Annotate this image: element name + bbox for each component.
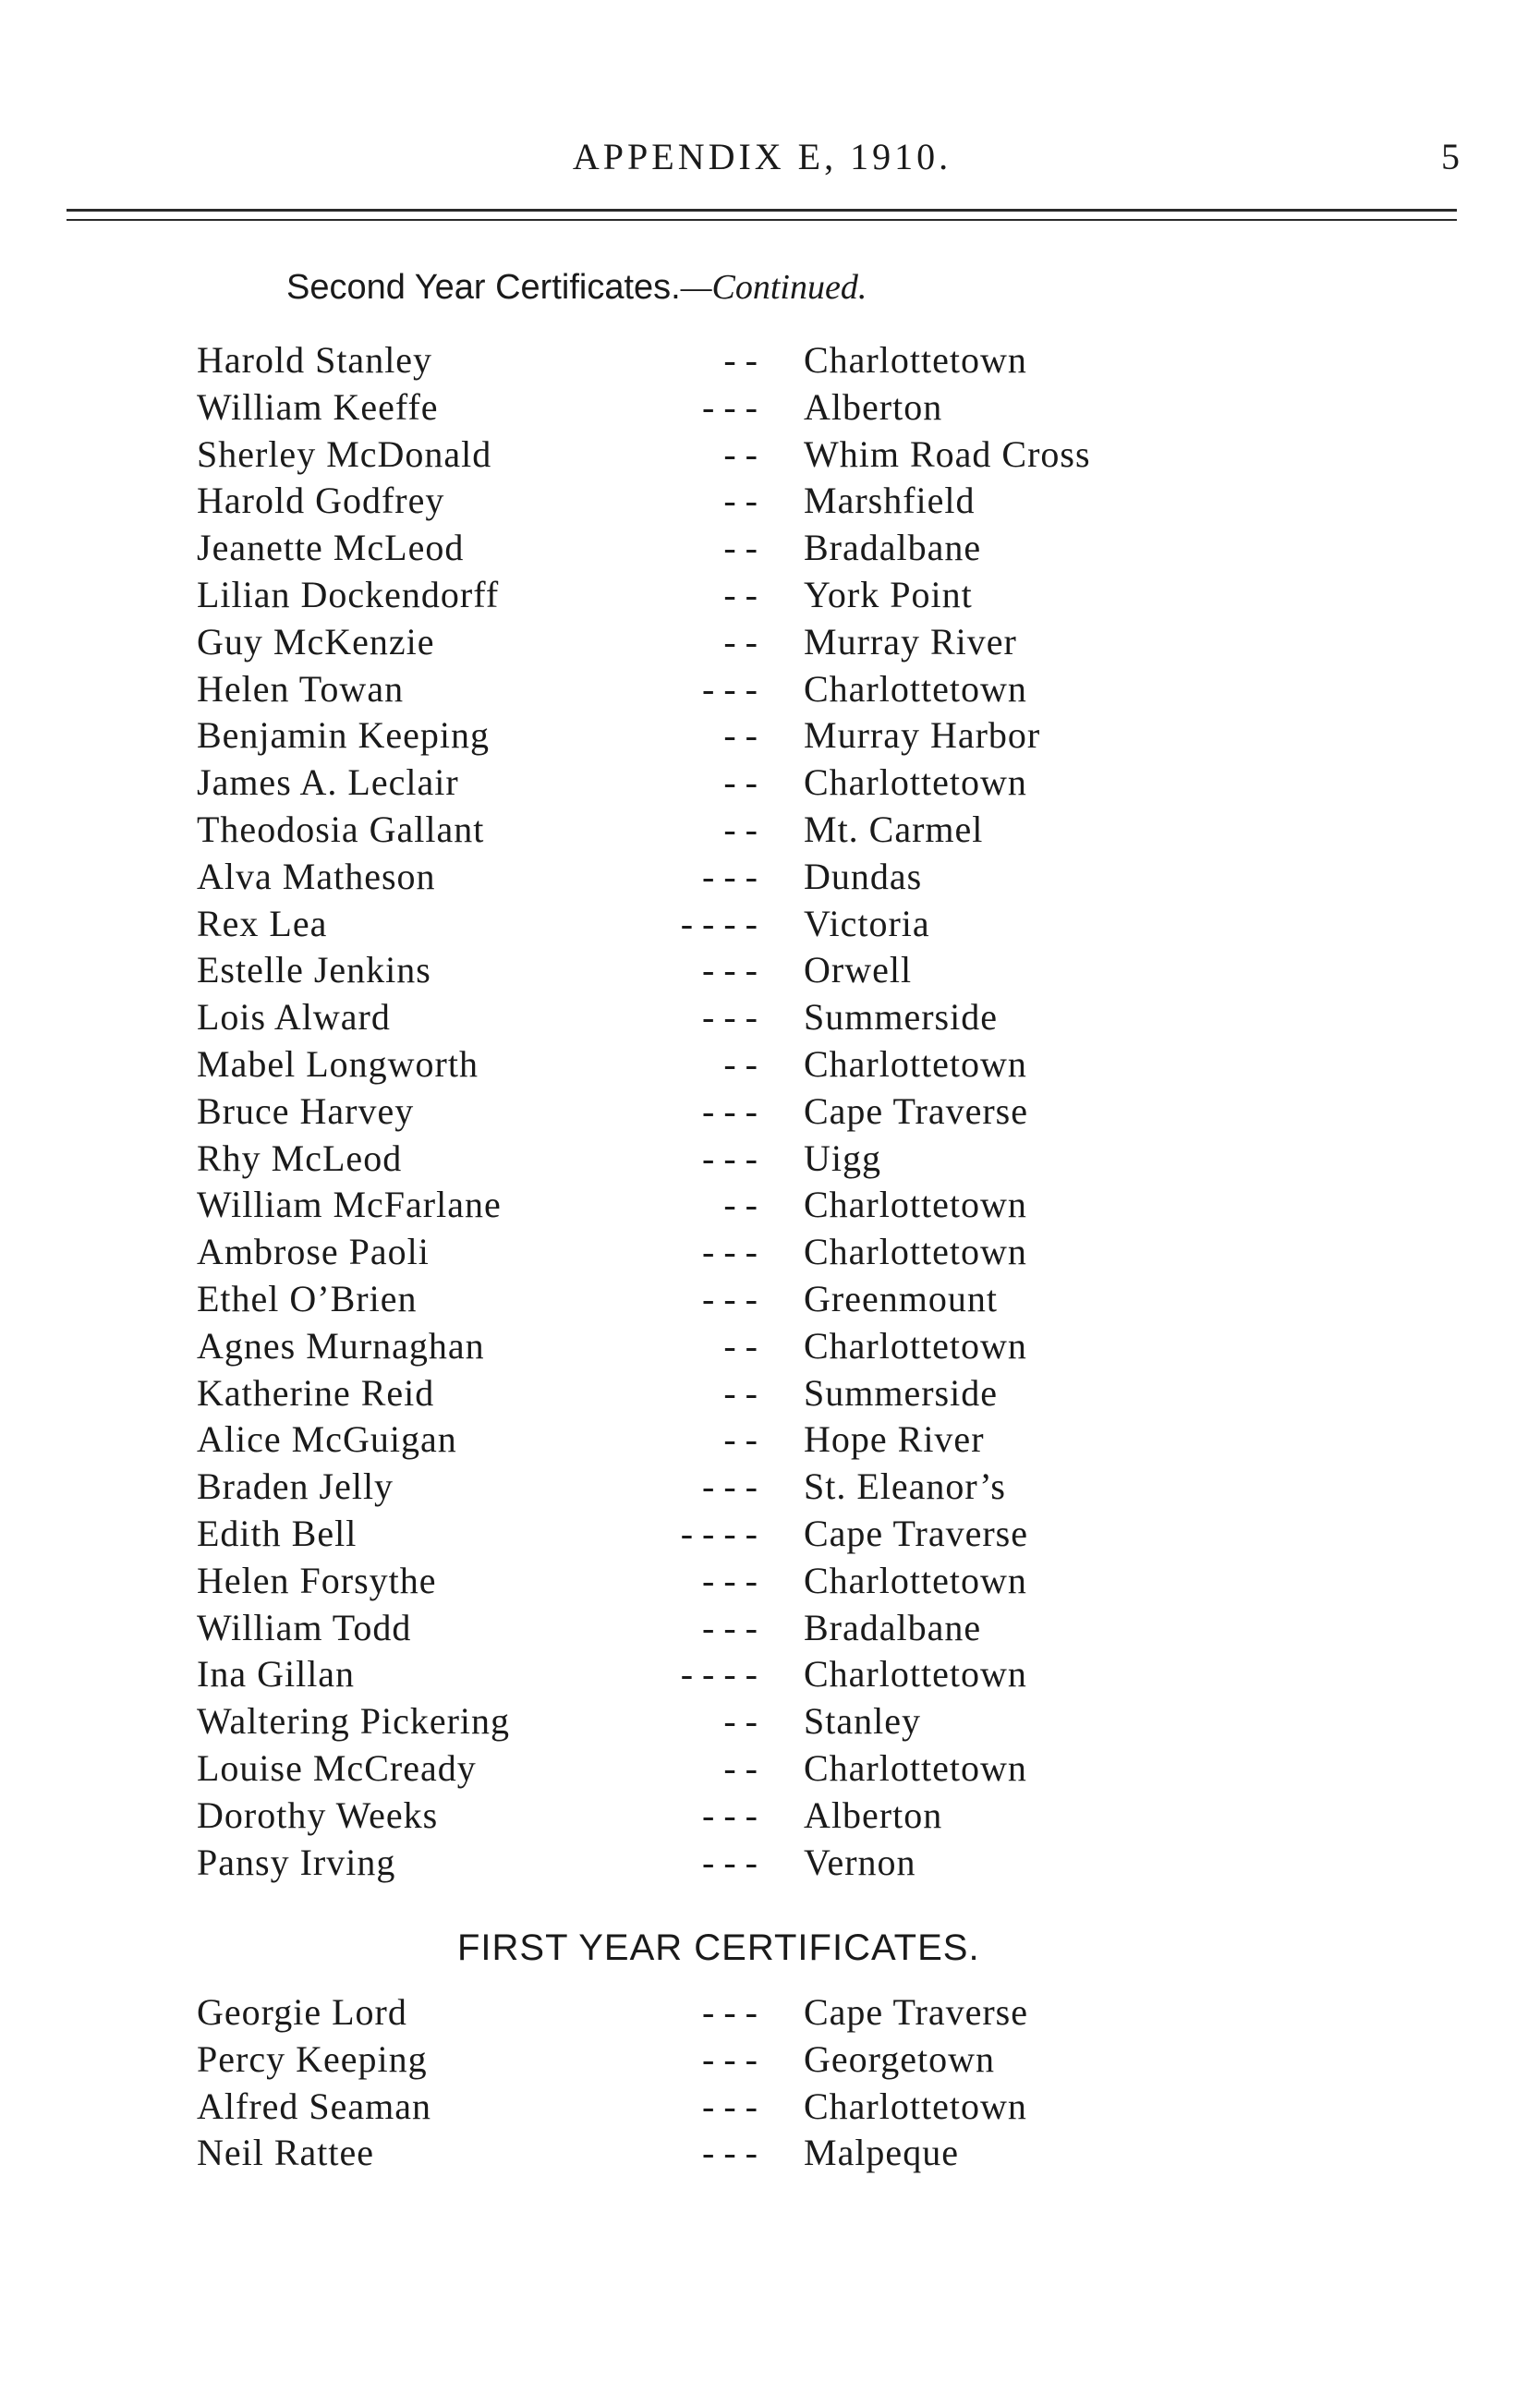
place-name: Murray River [804, 620, 1017, 663]
place-name: Charlottetown [804, 339, 1027, 381]
place-name: Cape Traverse [804, 1089, 1028, 1132]
dot-leader: - - - [702, 2085, 758, 2127]
certificate-holder-name: Percy Keeping [197, 2037, 428, 2080]
place-name: Vernon [804, 1841, 916, 1883]
place-name: Charlottetown [804, 761, 1027, 804]
certificate-holder-name: Harold Godfrey [197, 480, 445, 522]
place-name: Greenmount [804, 1277, 998, 1319]
running-header [65, 129, 1460, 185]
certificate-holder-name: Theodosia Gallant [197, 808, 485, 850]
dot-leader: - - [723, 1371, 758, 1414]
certificate-holder-name: Alfred Seaman [197, 2085, 432, 2127]
place-name: Marshfield [804, 480, 976, 522]
place-name: Summerside [804, 1371, 998, 1414]
dot-leader: - - - [702, 1606, 758, 1648]
dot-leader: - - [723, 620, 758, 663]
certificate-holder-name: Georgie Lord [197, 1991, 407, 2033]
dot-leader: - - [723, 573, 758, 615]
certificate-holder-name: William Todd [197, 1606, 412, 1648]
place-name: Murray Harbor [804, 714, 1041, 757]
list-item [0, 619, 1540, 666]
list-item [0, 1136, 1540, 1183]
list-item [0, 854, 1540, 901]
certificate-holder-name: Sherley McDonald [197, 432, 492, 475]
list-item [0, 994, 1540, 1041]
place-name: Summerside [804, 996, 998, 1039]
dot-leader: - - - [702, 1841, 758, 1883]
list-item [0, 1464, 1540, 1511]
list-item [0, 2036, 1540, 2084]
certificate-holder-name: Rhy McLeod [197, 1137, 403, 1179]
certificate-holder-name: Dorothy Weeks [197, 1793, 439, 1836]
certificate-holder-name: Alva Matheson [197, 855, 436, 897]
place-name: Hope River [804, 1418, 985, 1461]
second-year-list [0, 337, 1540, 1886]
place-name: Charlottetown [804, 2085, 1027, 2127]
place-name: Charlottetown [804, 1746, 1027, 1789]
section-heading-continued: —Continued. [680, 268, 867, 307]
list-item [0, 901, 1540, 948]
place-name: Charlottetown [804, 1184, 1027, 1226]
place-name: Charlottetown [804, 667, 1027, 710]
list-item [0, 2130, 1540, 2177]
place-name: York Point [804, 573, 973, 615]
place-name: Alberton [804, 1793, 943, 1836]
list-item [0, 2084, 1540, 2131]
dot-leader: - - - [702, 667, 758, 710]
dot-leader: - - - [702, 2037, 758, 2080]
list-item [0, 1745, 1540, 1793]
dot-leader: - - [723, 1042, 758, 1085]
dot-leader: - - - [702, 1277, 758, 1319]
place-name: Charlottetown [804, 1324, 1027, 1367]
first-year-list [0, 1989, 1540, 2177]
dot-leader: - - - [702, 1793, 758, 1836]
list-item [0, 1989, 1540, 2036]
dot-leader: - - - [702, 1089, 758, 1132]
certificate-holder-name: Rex Lea [197, 902, 328, 944]
place-name: Charlottetown [804, 1231, 1027, 1273]
certificate-holder-name: Ethel O’Brien [197, 1277, 418, 1319]
place-name: Victoria [804, 902, 930, 944]
list-item [0, 525, 1540, 572]
list-item [0, 947, 1540, 994]
place-name: Charlottetown [804, 1653, 1027, 1696]
certificate-holder-name: Guy McKenzie [197, 620, 435, 663]
dot-leader: - - [723, 1746, 758, 1789]
certificate-holder-name: Mabel Longworth [197, 1042, 479, 1085]
dot-leader: - - [723, 1184, 758, 1226]
certificate-holder-name: Pansy Irving [197, 1841, 396, 1883]
certificate-holder-name: James A. Leclair [197, 761, 459, 804]
certificate-holder-name: Estelle Jenkins [197, 949, 431, 991]
place-name: St. Eleanor’s [804, 1465, 1006, 1508]
list-item [0, 1370, 1540, 1417]
list-item [0, 1651, 1540, 1698]
section-heading-text: Second Year Certificates. [286, 268, 681, 307]
header-rule-bottom [67, 219, 1457, 221]
section-heading-second-year [286, 263, 867, 311]
place-name: Cape Traverse [804, 1512, 1028, 1554]
list-item [0, 712, 1540, 760]
certificate-holder-name: Bruce Harvey [197, 1089, 415, 1132]
dot-leader: - - [723, 761, 758, 804]
list-item [0, 1605, 1540, 1652]
place-name: Mt. Carmel [804, 808, 984, 850]
dot-leader: - - - [702, 996, 758, 1039]
dot-leader: - - - [702, 1465, 758, 1508]
dot-leader: - - [723, 714, 758, 757]
list-item [0, 478, 1540, 525]
dot-leader: - - [723, 527, 758, 569]
certificate-holder-name: Harold Stanley [197, 339, 433, 381]
list-item [0, 1793, 1540, 1840]
page-number: 5 [1441, 136, 1460, 177]
list-item [0, 1041, 1540, 1088]
dot-leader: - - - [702, 1137, 758, 1179]
dot-leader: - - [723, 432, 758, 475]
running-title: APPENDIX E, 1910. [572, 136, 952, 177]
place-name: Uigg [804, 1137, 881, 1179]
dot-leader: - - - [702, 1231, 758, 1273]
list-item [0, 1840, 1540, 1887]
list-item [0, 1416, 1540, 1464]
list-item [0, 1558, 1540, 1605]
place-name: Cape Traverse [804, 1991, 1028, 2033]
certificate-holder-name: Benjamin Keeping [197, 714, 491, 757]
dot-leader: - - - [702, 1559, 758, 1601]
dot-leader: - - - - [680, 902, 758, 944]
certificate-holder-name: Alice McGuigan [197, 1418, 457, 1461]
dot-leader: - - - - [680, 1653, 758, 1696]
dot-leader: - - [723, 1418, 758, 1461]
dot-leader: - - [723, 808, 758, 850]
dot-leader: - - [723, 480, 758, 522]
certificate-holder-name: Jeanette McLeod [197, 527, 465, 569]
place-name: Whim Road Cross [804, 432, 1091, 475]
certificate-holder-name: Braden Jelly [197, 1465, 394, 1508]
certificate-holder-name: Waltering Pickering [197, 1700, 511, 1743]
dot-leader: - - [723, 1700, 758, 1743]
list-item [0, 1088, 1540, 1136]
list-item [0, 384, 1540, 432]
list-item [0, 807, 1540, 854]
dot-leader: - - - [702, 2132, 758, 2174]
place-name: Alberton [804, 385, 943, 428]
dot-leader: - - [723, 339, 758, 381]
certificate-holder-name: William McFarlane [197, 1184, 502, 1226]
list-item [0, 432, 1540, 479]
certificate-holder-name: Helen Forsythe [197, 1559, 437, 1601]
list-item [0, 666, 1540, 713]
list-item [0, 1182, 1540, 1229]
place-name: Bradalbane [804, 1606, 982, 1648]
certificate-holder-name: Ina Gillan [197, 1653, 356, 1696]
certificate-holder-name: Helen Towan [197, 667, 405, 710]
certificate-holder-name: Louise McCready [197, 1746, 477, 1789]
list-item [0, 760, 1540, 807]
dot-leader: - - - [702, 385, 758, 428]
certificate-holder-name: Ambrose Paoli [197, 1231, 430, 1273]
dot-leader: - - [723, 1324, 758, 1367]
list-item [0, 1276, 1540, 1323]
certificate-holder-name: William Keeffe [197, 385, 439, 428]
certificate-holder-name: Katherine Reid [197, 1371, 435, 1414]
place-name: Charlottetown [804, 1042, 1027, 1085]
place-name: Charlottetown [804, 1559, 1027, 1601]
certificate-holder-name: Neil Rattee [197, 2132, 375, 2174]
section-heading-first-year: FIRST YEAR CERTIFICATES. [457, 1927, 980, 1968]
certificate-holder-name: Lois Alward [197, 996, 391, 1039]
certificate-holder-name: Agnes Murnaghan [197, 1324, 485, 1367]
place-name: Stanley [804, 1700, 921, 1743]
list-item [0, 337, 1540, 384]
place-name: Orwell [804, 949, 913, 991]
list-item [0, 1229, 1540, 1276]
list-item [0, 1698, 1540, 1745]
dot-leader: - - - [702, 1991, 758, 2033]
list-item [0, 1511, 1540, 1558]
list-item [0, 1323, 1540, 1370]
place-name: Bradalbane [804, 527, 982, 569]
dot-leader: - - - [702, 949, 758, 991]
certificate-holder-name: Lilian Dockendorff [197, 573, 500, 615]
place-name: Dundas [804, 855, 923, 897]
dot-leader: - - - - [680, 1512, 758, 1554]
place-name: Malpeque [804, 2132, 959, 2174]
place-name: Georgetown [804, 2037, 995, 2080]
certificate-holder-name: Edith Bell [197, 1512, 358, 1554]
header-rule-top [67, 209, 1457, 212]
list-item [0, 572, 1540, 619]
dot-leader: - - - [702, 855, 758, 897]
